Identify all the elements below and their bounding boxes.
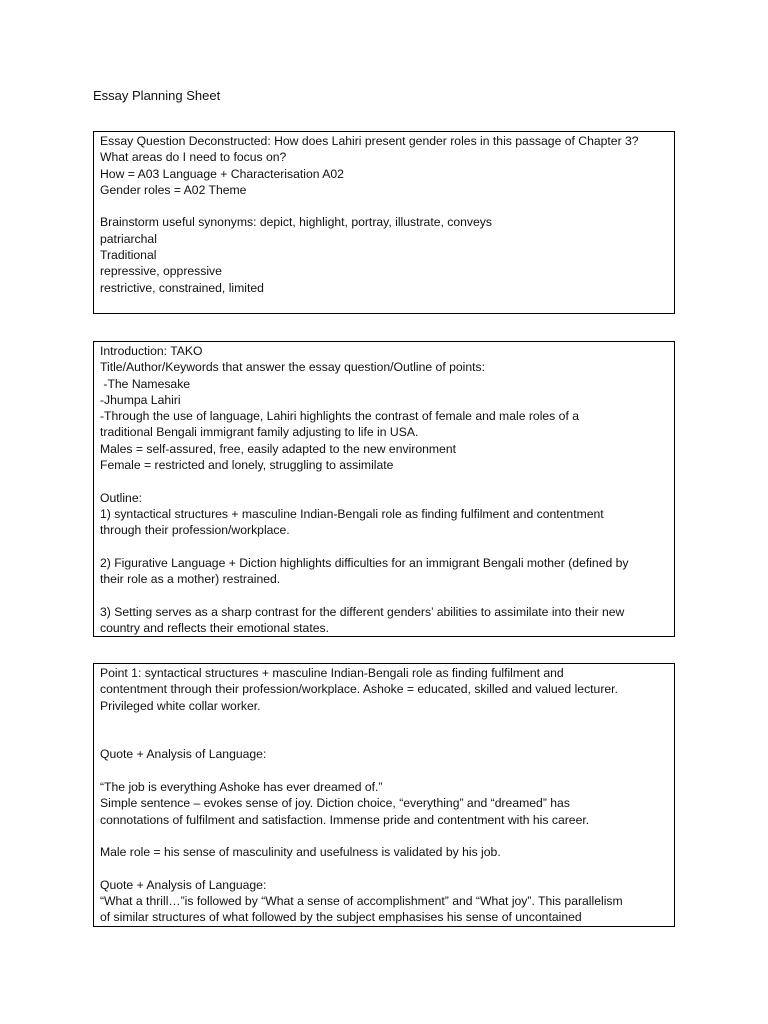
text-line — [100, 714, 668, 730]
text-line: Simple sentence – evokes sense of joy. Diction choice, “everything” and “dreamed” has — [100, 796, 570, 811]
text-line: 1) syntactical structures + masculine Indian-Bengali role as finding fulfilment and contentment — [100, 506, 604, 521]
text-line: -The Namesake — [100, 376, 191, 391]
text-line: 2) Figurative Language + Diction highlights difficulties for an immigrant Bengali mother (defined by — [100, 555, 629, 570]
text-line: Privileged white collar worker. — [100, 698, 261, 713]
text-line: restrictive, constrained, limited — [100, 280, 264, 295]
text-line: Introduction: TAKO — [100, 344, 203, 358]
point-one-box — [93, 663, 675, 927]
text-line: Gender roles = A02 Theme — [100, 182, 247, 197]
text-line — [100, 539, 668, 555]
text-line — [100, 587, 668, 603]
page-title: Essay Planning Sheet — [93, 88, 221, 103]
text-line — [100, 473, 668, 489]
text-line: Quote + Analysis of Language: — [100, 747, 267, 762]
text-line: through their profession/workplace. — [100, 523, 290, 538]
text-line: 3) Setting serves as a sharp contrast for the different genders’ abilities to assimilate into their new — [100, 604, 625, 619]
introduction-box — [93, 341, 675, 637]
text-line: Essay Question Deconstructed: How does Lahiri present gender roles in this passage of Chapter 3? — [100, 134, 639, 148]
text-line: repressive, oppressive — [100, 264, 222, 279]
text-line: Outline: — [100, 490, 143, 505]
text-line: their role as a mother) restrained. — [100, 572, 281, 587]
text-line — [100, 763, 668, 779]
text-line: of similar structures of what followed by the subject emphasises his sense of uncontained — [100, 910, 582, 925]
text-line: How = A03 Language + Characterisation A02 — [100, 166, 344, 181]
text-line: -Jhumpa Lahiri — [100, 392, 181, 407]
text-line — [100, 828, 668, 844]
text-line: patriarchal — [100, 231, 157, 246]
text-line: Male role = his sense of masculinity and usefulness is validated by his job. — [100, 845, 501, 860]
text-line: Traditional — [100, 248, 157, 263]
text-line: traditional Bengali immigrant family adjusting to life in USA. — [100, 425, 419, 440]
text-line: “What a thrill…”is followed by “What a sense of accomplishment” and “What joy”. This parallelism — [100, 894, 623, 909]
text-line: -Through the use of language, Lahiri highlights the contrast of female and male roles of a — [100, 409, 579, 424]
text-line: “The job is everything Ashoke has ever dreamed of.” — [100, 780, 383, 795]
text-line: Quote + Analysis of Language: — [100, 877, 267, 892]
text-line: contentment through their profession/workplace. Ashoke = educated, skilled and valued lecturer. — [100, 682, 618, 697]
essay-question-box — [93, 131, 675, 314]
text-line: What areas do I need to focus on? — [100, 150, 287, 165]
text-line — [100, 730, 668, 746]
text-line: Males = self-assured, free, easily adapted to the new environment — [100, 441, 457, 456]
text-line: Brainstorm useful synonyms: depict, highlight, portray, illustrate, conveys — [100, 215, 492, 230]
text-line — [100, 198, 668, 214]
text-line: country and reflects their emotional states. — [100, 621, 329, 636]
text-line: connotations of fulfilment and satisfaction. Immense pride and contentment with his career. — [100, 812, 590, 827]
text-line: Title/Author/Keywords that answer the essay question/Outline of points: — [100, 360, 486, 375]
text-line — [100, 861, 668, 877]
text-line: Female = restricted and lonely, struggling to assimilate — [100, 458, 394, 473]
text-line: Point 1: syntactical structures + masculine Indian-Bengali role as finding fulfilment and — [100, 666, 564, 680]
